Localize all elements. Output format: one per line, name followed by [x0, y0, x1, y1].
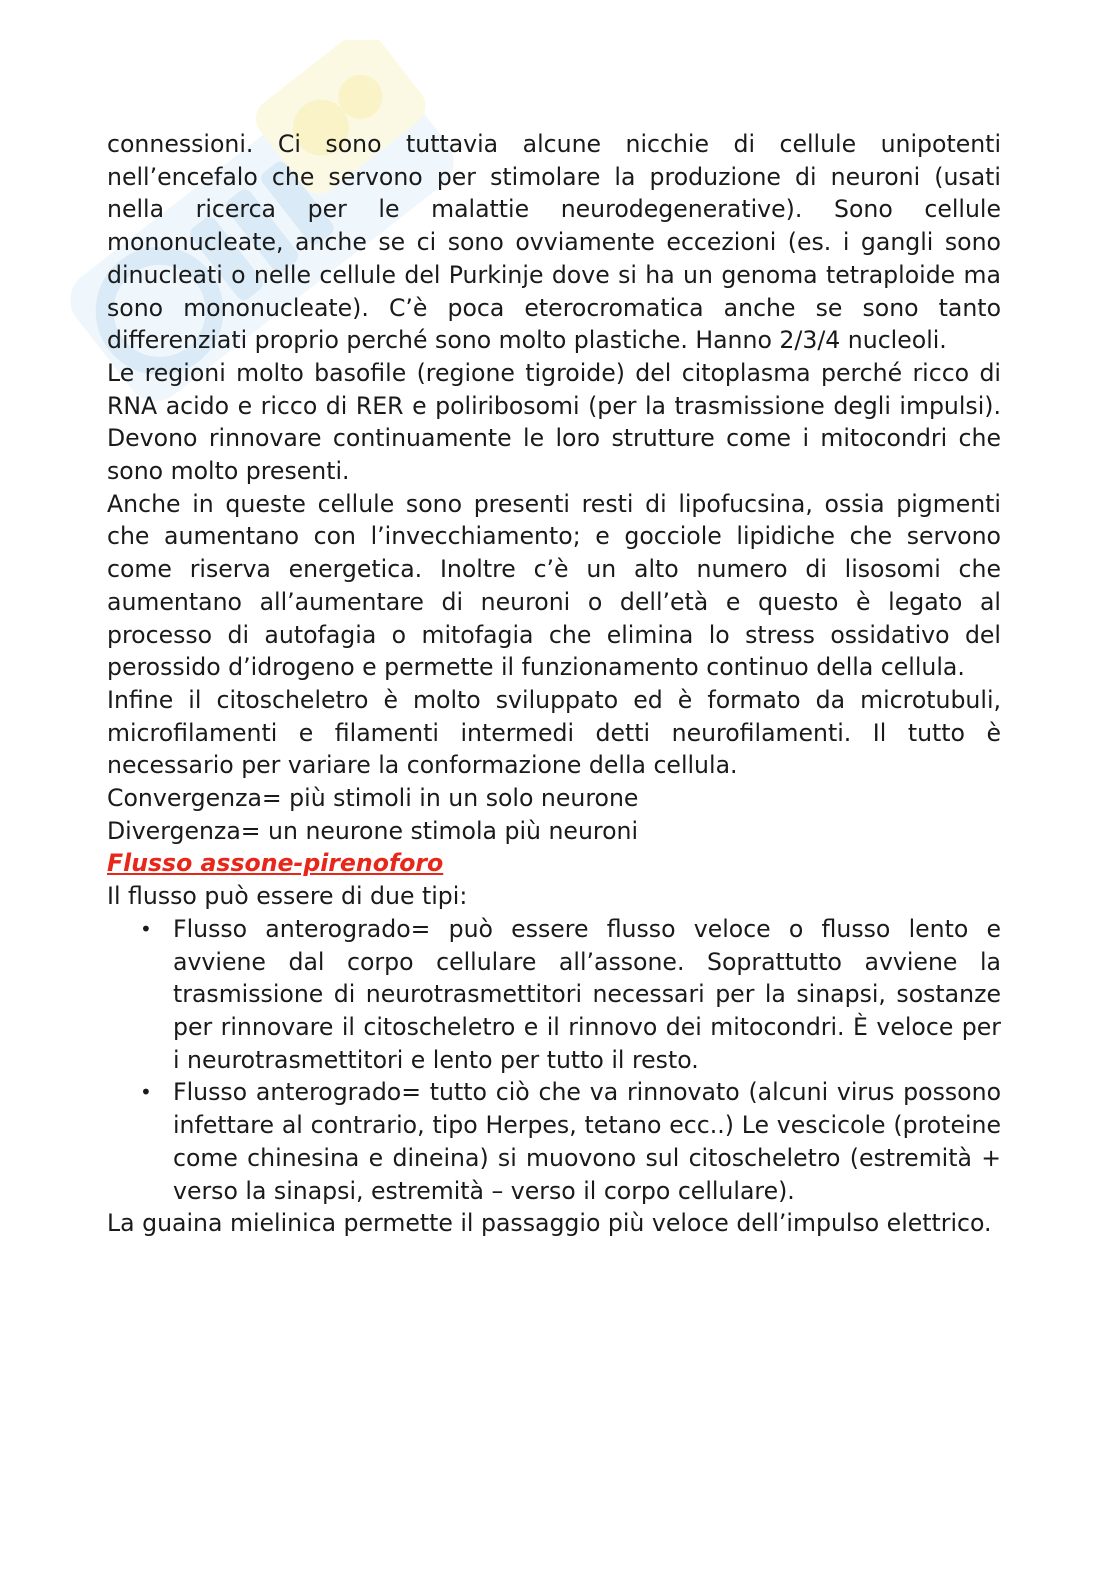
list-item-text: Flusso anterogrado= tutto ciò che va rinnovato (alcuni virus possono infettare al contrario, tipo Herpes, tetano ecc..) Le vescicole (proteine come chinesina e dineina) si muovono sul citoscheletro (estremità + verso la sinapsi, estremità – verso il corpo cellulare).: [173, 1078, 1001, 1205]
paragraph-citoscheletro: Infine il citoscheletro è molto sviluppato ed è formato da microtubuli, microfilamenti e filamenti intermedi detti neurofilamenti. Il tutto è necessario per variare la conformazione della cellula.: [107, 685, 1001, 780]
bullet-list: [107, 913, 1001, 1207]
list-item: [140, 1076, 1001, 1207]
paragraph-lipofucsina: Anche in queste cellule sono presenti resti di lipofucsina, ossia pigmenti che aumentano con l’invecchiamento; e gocciole lipidiche che servono come riserva energetica. Inoltre c’è un alto numero di lisosomi che aumentano all’aumentare di neuroni o dell’età e questo è legato al processo di autofagia o mitofagia che elimina lo stress ossidativo del perossido d’idrogeno e permette il funzionamento continuo della cellula.: [107, 489, 1001, 682]
line-divergenza: Divergenza= un neurone stimola più neuroni: [107, 816, 639, 845]
bullet-icon: •: [140, 916, 152, 941]
paragraph-connessioni: connessioni. Ci sono tuttavia alcune nicchie di cellule unipotenti nell’encefalo che servono per stimolare la produzione di neuroni (usati nella ricerca per le malattie neurodegenerative). Sono cellule mononucleate, anche se ci sono ovviamente eccezioni (es. i gangli sono dinucleati o nelle cellule del Purkinje dove si ha un genoma tetraploide ma sono mononucleate). C’è poca eterocromatica anche se sono tanto differenziati proprio perché sono molto plastiche. Hanno 2/3/4 nucleoli.: [107, 130, 1001, 355]
list-item: [140, 913, 1001, 1077]
section-heading: Flusso assone-pirenoforo: [107, 849, 444, 878]
bullet-icon: •: [140, 1080, 152, 1105]
list-item-text: Flusso anterogrado= può essere flusso veloce o flusso lento e avviene dal corpo cellulare all’assone. Soprattutto avviene la trasmissione di neurotrasmettitori necessari per la sinapsi, sostanze per rinnovare il citoscheletro e il rinnovo dei mitocondri. È veloce per i neurotrasmettitori e lento per tutto il resto.: [173, 914, 1001, 1074]
section-intro: Il flusso può essere di due tipi:: [107, 882, 468, 911]
paragraph-regioni-basofile: Le regioni molto basofile (regione tigroide) del citoplasma perché ricco di RNA acido e ricco di RER e poliribosomi (per la trasmissione degli impulsi). Devono rinnovare continuamente le loro strutture come i mitocondri che sono molto presenti.: [107, 358, 1001, 486]
paragraph-guaina-mielinica: La guaina mielinica permette il passaggio più veloce dell’impulso elettrico.: [107, 1209, 992, 1238]
line-convergenza: Convergenza= più stimoli in un solo neurone: [107, 784, 639, 813]
document-body: [107, 128, 1001, 1240]
